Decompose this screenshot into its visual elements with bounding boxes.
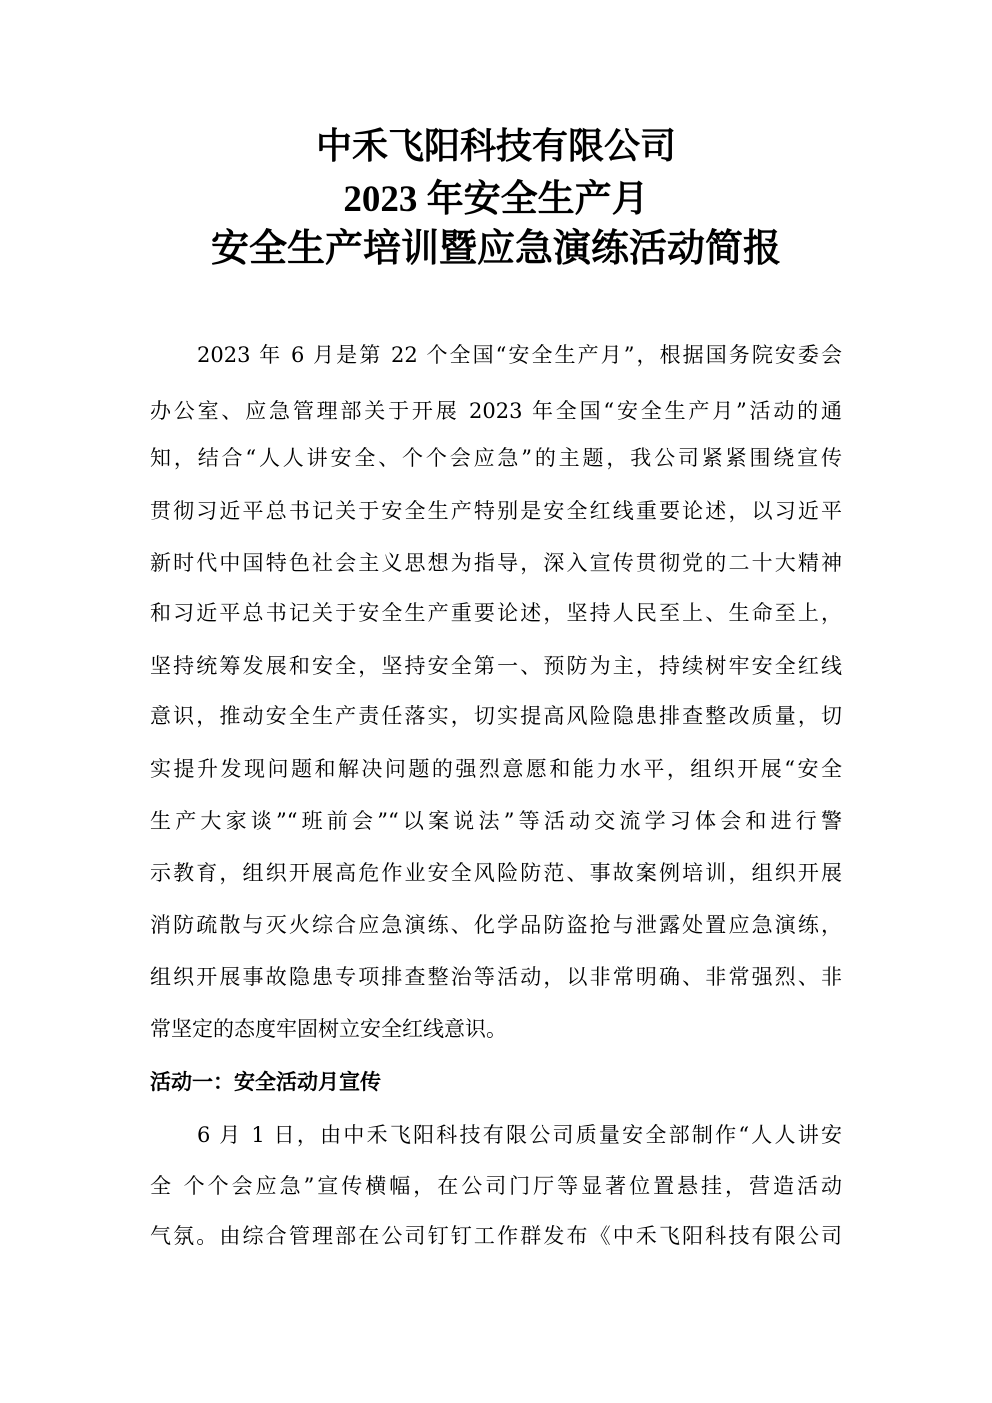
section-heading: 活动一：安全活动月宣传 bbox=[150, 1069, 381, 1094]
paragraph-line: 2023 年 6 月是第 22 个全国“安全生产月”，根据国务院安委会 bbox=[197, 343, 842, 367]
paragraph-line: 实提升发现问题和解决问题的强烈意愿和能力水平，组织开展“安全 bbox=[150, 757, 842, 781]
paragraph-line: 坚持统筹发展和安全，坚持安全第一、预防为主，持续树牢安全红线 bbox=[150, 654, 842, 678]
paragraph-line: 全 个个会应急”宣传横幅，在公司门厅等显著位置悬挂，营造活动 bbox=[150, 1174, 842, 1198]
paragraph-line: 办公室、应急管理部关于开展 2023 年全国“安全生产月”活动的通 bbox=[150, 399, 842, 423]
paragraph-line: 新时代中国特色社会主义思想为指导，深入宣传贯彻党的二十大精神 bbox=[150, 551, 842, 575]
document-title-company: 中禾飞阳科技有限公司 bbox=[315, 125, 676, 167]
paragraph-line: 示教育，组织开展高危作业安全风险防范、事故案例培训，组织开展 bbox=[150, 861, 842, 885]
paragraph-line: 消防疏散与灭火综合应急演练、化学品防盗抢与泄露处置应急演练， bbox=[150, 913, 842, 937]
paragraph-line: 生产大家谈”“班前会”“以案说法”等活动交流学习体会和进行警 bbox=[150, 809, 842, 833]
paragraph-line: 常坚定的态度牢固树立安全红线意识。 bbox=[150, 1017, 507, 1041]
paragraph-line: 组织开展事故隐患专项排查整治等活动，以非常明确、非常强烈、非 bbox=[150, 965, 842, 989]
paragraph-line: 6 月 1 日，由中禾飞阳科技有限公司质量安全部制作“人人讲安 bbox=[197, 1123, 842, 1147]
document-title-subject: 安全生产培训暨应急演练活动简报 bbox=[210, 225, 781, 270]
paragraph-line: 知，结合“人人讲安全、个个会应急”的主题，我公司紧紧围绕宣传 bbox=[150, 446, 842, 470]
paragraph-line: 贯彻习近平总书记关于安全生产特别是安全红线重要论述，以习近平 bbox=[150, 499, 842, 523]
document-title-year: 2023 年安全生产月 bbox=[343, 179, 649, 220]
paragraph-line: 意识，推动安全生产责任落实，切实提高风险隐患排查整改质量，切 bbox=[150, 704, 842, 728]
paragraph-line: 气氛。由综合管理部在公司钉钉工作群发布《中禾飞阳科技有限公司 bbox=[150, 1224, 842, 1248]
paragraph-line: 和习近平总书记关于安全生产重要论述，坚持人民至上、生命至上， bbox=[150, 601, 842, 625]
